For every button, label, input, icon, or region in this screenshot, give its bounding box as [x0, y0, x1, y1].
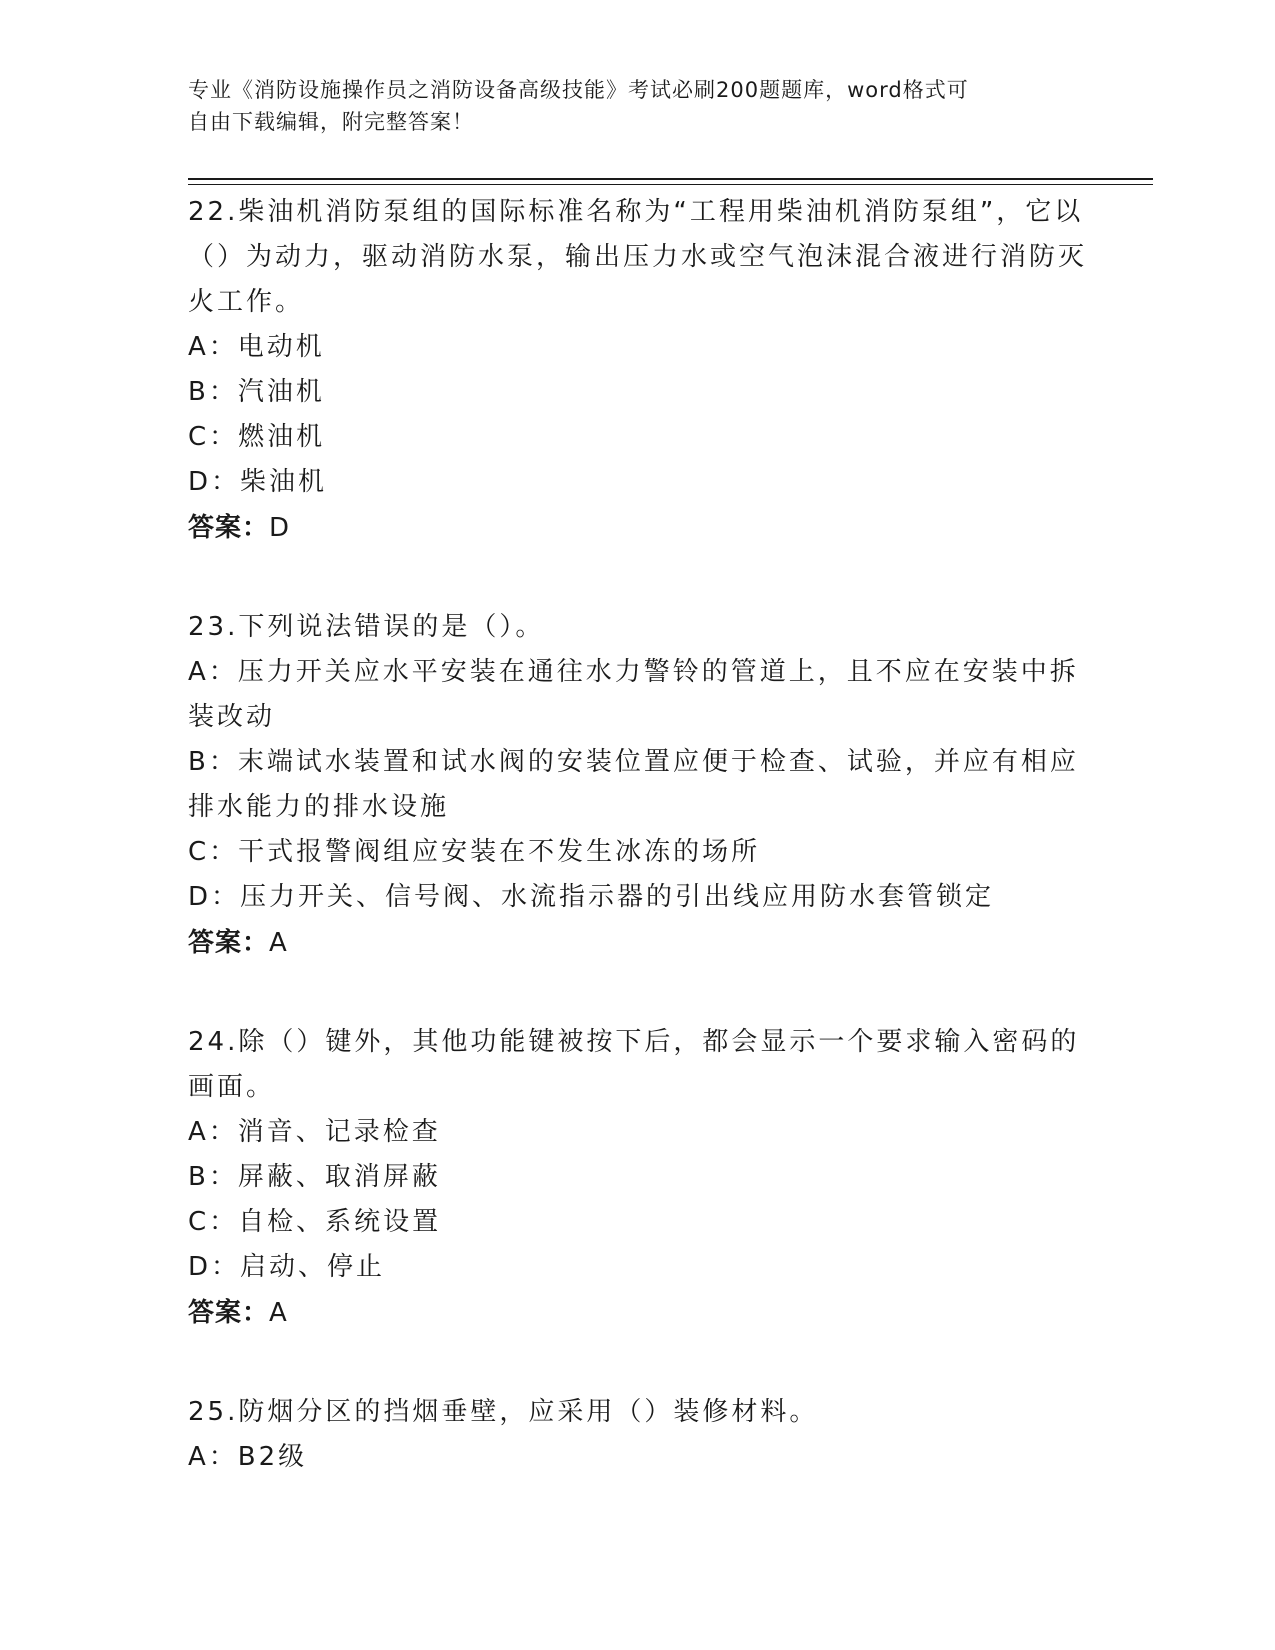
option-d: D：压力开关、信号阀、水流指示器的引出线应用防水套管锁定 [188, 882, 995, 912]
question-24 [188, 1020, 1088, 1336]
answer-line [188, 920, 1088, 966]
question-text: 23.下列说法错误的是（）。 [188, 612, 545, 642]
answer-label: 答案： [188, 513, 270, 543]
answer-label: 答案： [188, 928, 270, 958]
option-a: A：压力开关应水平安装在通往水力警铃的管道上，且不应在安装中拆装改动 [188, 657, 1079, 732]
answer-value: A [269, 928, 288, 958]
question-text: 24.除（）键外，其他功能键被按下后，都会显示一个要求输入密码的画面。 [188, 1027, 1080, 1102]
option-b: B：末端试水装置和试水阀的安装位置应便于检查、试验，并应有相应排水能力的排水设施 [188, 747, 1079, 822]
option-a: A：B2级 [188, 1442, 308, 1472]
option-a: A：消音、记录检查 [188, 1117, 441, 1147]
answer-line [188, 505, 1088, 551]
question-25 [188, 1390, 1088, 1480]
option-d: D：启动、停止 [188, 1252, 386, 1282]
question-text: 25.防烟分区的挡烟垂壁，应采用（）装修材料。 [188, 1397, 819, 1427]
option-a: A：电动机 [188, 332, 325, 362]
header-divider-thin [188, 184, 1153, 185]
answer-label: 答案： [188, 1298, 270, 1328]
question-23 [188, 605, 1088, 966]
option-c: C：自检、系统设置 [188, 1207, 442, 1237]
question-22 [188, 190, 1088, 551]
header-line-2: 自由下载编辑，附完整答案！ [188, 110, 474, 134]
header-divider-thick [188, 178, 1153, 180]
option-c: C：燃油机 [188, 422, 326, 452]
option-b: B：屏蔽、取消屏蔽 [188, 1162, 441, 1192]
option-c: C：干式报警阀组应安装在不发生冰冻的场所 [188, 837, 761, 867]
option-d: D：柴油机 [188, 467, 328, 497]
header-line-1: 专业《消防设施操作员之消防设备高级技能》考试必刷200题题库，word格式可 [188, 78, 969, 102]
answer-value: D [269, 513, 291, 543]
answer-value: A [269, 1298, 288, 1328]
answer-line [188, 1290, 1088, 1336]
question-list [188, 190, 1088, 1534]
option-b: B：汽油机 [188, 377, 325, 407]
document-header [188, 74, 1068, 138]
question-text: 22.柴油机消防泵组的国际标准名称为“工程用柴油机消防泵组”，它以（）为动力，驱动消防水泵，输出压力水或空气泡沫混合液进行消防灭火工作。 [188, 197, 1088, 317]
